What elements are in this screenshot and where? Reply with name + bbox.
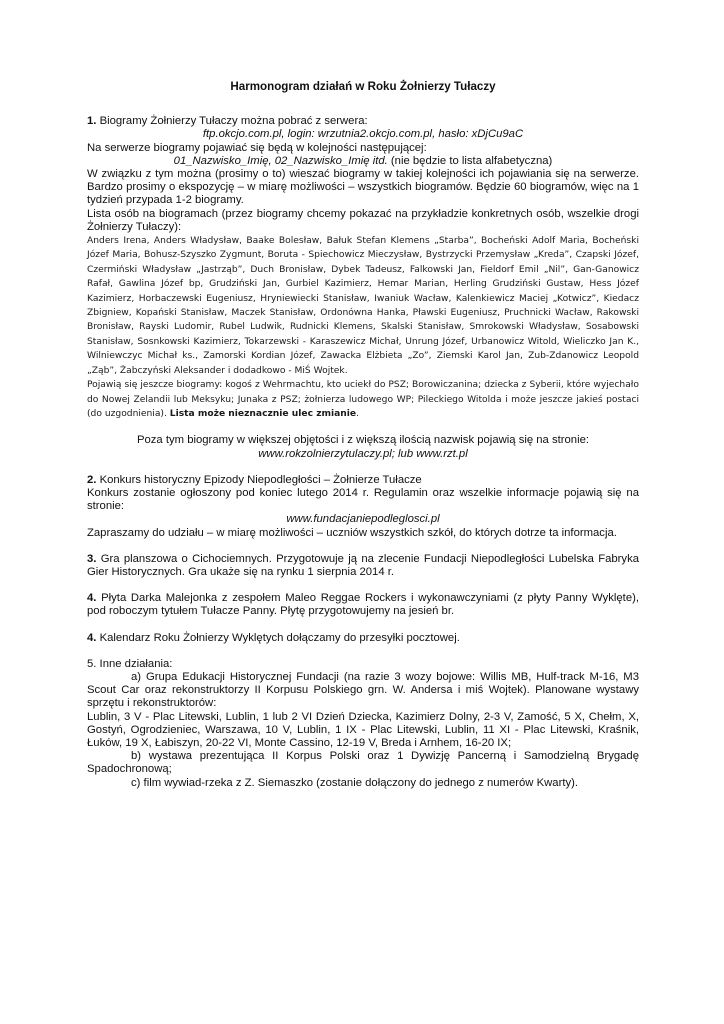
order-intro: Na serwerze biogramy pojawiać się będą w kolejności następującej: bbox=[87, 141, 427, 154]
section-2-invite: Zapraszamy do udziału – w miarę możliwości – uczniów wszystkich szkół, do których dotrze ta informacja. bbox=[87, 526, 617, 539]
section-2-title: 2. Konkurs historyczny Epizody Niepodległości – Żołnierze Tułacze bbox=[87, 473, 422, 486]
section-1-number: 1. bbox=[87, 115, 97, 128]
section-5-a: a) Grupa Edukacji Historycznej Fundacji (na razie 3 wozy bojowe: Willis MB, Hulf-track M-16, M3 Scout Car oraz rekonstruktorzy II Korpusu Polskiego grn. W. Andersa i miś Wojtek). Planowane wystawy sprzętu i rekonstruktorów: bbox=[87, 670, 639, 710]
section-3: 3. Gra planszowa o Cichociemnych. Przygotowuje ją na zlecenie Fundacji Niepodległości Lubelska Fabryka Gier Historycznych. Gra ukaże się na rynku 1 sierpnia 2014 r. bbox=[87, 552, 639, 578]
section-1-intro: 1. Biogramy Żołnierzy Tułaczy można pobrać z serwera: bbox=[87, 115, 368, 128]
section-5-a-places: Lublin, 3 V - Plac Litewski, Lublin, 1 lub 2 VI Dzień Dziecka, Kazimierz Dolny, 2-3 V, Zamość, 5 X, Chełm, X, Gostyń, Ogrodzieniec, Warszawa, 10 V, Lublin, 1 IX - Plac Litewski, Lublin, 11 XI - Plac Litewski, Kraśnik, Łuków, 19 X, Łabiszyn, 20-22 VI, Monte Cassino, 12-19 V, Breda i Arnhem, 16-20 IX; bbox=[87, 710, 639, 749]
section-4-number: 4. bbox=[87, 592, 97, 605]
web-link[interactable]: www.rokzolnierzytulaczy.pl; lub www.rzt.pl bbox=[258, 447, 468, 460]
server-credentials: ftp.okcjo.com.pl, login: wrzutnia2.okcjo.com.pl, hasło: xDjCu9aC bbox=[202, 128, 524, 141]
section-5-heading: 5. Inne działania: bbox=[87, 657, 173, 670]
order-pattern-line bbox=[87, 155, 639, 168]
section-5-b: b) wystawa prezentująca II Korpus Polski oraz 1 Dywizję Pancerną i Samodzielną Brygadę Spadochronową; bbox=[87, 750, 639, 776]
extra-biograms: Pojawią się jeszcze biogramy: kogoś z Wehrmachtu, kto uciekł do PSZ; Borowiczanina; dziecka z Syberii, które wyjechało do Nowej Zelandii lub Meksyku; Junaka z PSZ; żołnierza ludowego WP; Pileckiego Witolda i może jeszcze jakieś postaci (do uzgodnienia). Lista może nieznacznie ulec zmianie. bbox=[87, 380, 639, 419]
fundacja-link[interactable]: www.fundacjaniepodleglosci.pl bbox=[286, 513, 440, 526]
names-list: Anders Irena, Anders Władysław, Baake Bolesław, Bałuk Stefan Klemens „Starba”, Bocheński Adolf Maria, Bocheński Józef Maria, Bohusz-Szyszko Zygmunt, Boruta - Spiechowicz Mieczysław, Bystrzycki Przemysław „Kreda”, Czapski Józef, Czermiński Władysław „Jastrząb”, Duch Bronisław, Dybek Tadeusz, Falkowski Jan, Fieldorf Emil „Nil”, Gan-Ganowicz Rafał, Gawlina Józef bp, Grudziński Jan, Gurbiel Kazimierz, Hemar Marian, Herling Grudziński Gustaw, Hess Józef Kazimierz, Horbaczewski Eugeniusz, Hryniewiecki Stanisław, Iwaniuk Wacław, Kalenkiewicz Maciej „Kotwicz”, Kiedacz Zbigniew, Kopański Stanisław, Maczek Stanisław, Ordonówna Hanka, Pławski Eugeniusz, Pruchnicki Wacław, Rakowski Bronisław, Rayski Ludomir, Rubel Ludwik, Rudnicki Klemens, Skalski Stanisław, Smrokowski Władysław, Sosabowski Stanisław, Sosnkowski Kazimierz, Tokarzewski - Karaszewicz Michał, Unrung Józef, Urbanowicz Witold, Wieliczko Jan K., Wilniewczyc Michał ks., Zamorski Kordian Józef, Zawacka Elżbieta „Zo”, Ziemski Karol Jan, Zub-Zdanowicz Leopold „Ząb”, Żabczyński Aleksander i dodadkowo - MiŚ Wojtek. bbox=[87, 236, 639, 376]
section-2-number: 2. bbox=[87, 473, 97, 486]
order-pattern: 01_Nazwisko_Imię, 02_Nazwisko_Imię itd. bbox=[173, 154, 388, 167]
document-page bbox=[87, 80, 639, 790]
web-intro: Poza tym biogramy w większej objętości i z większą ilością nazwisk pojawią się na stronie: bbox=[136, 434, 590, 447]
section-4-album: 4. Płyta Darka Malejonka z zespołem Maleo Reggae Rockers i wykonawczyniami (z płyty Panny Wyklęte), pod roboczym tytułem Tułacze Panny. Płytę przygotowujemy na jesień br. bbox=[87, 592, 640, 618]
section-3-number: 3. bbox=[87, 552, 97, 565]
section-4-calendar: 4. Kalendarz Roku Żołnierzy Wyklętych dołączamy do przesyłki pocztowej. bbox=[87, 631, 460, 644]
order-note: (nie będzie to lista alfabetyczna) bbox=[387, 154, 553, 167]
section-1-paragraph: W związku z tym można (prosimy o to) wieszać biogramy w takiej kolejności ich pojawiania się na serwerze. Bardzo prosimy o ekspozycję – w miarę możliwości – wszystkich biogramów. Będzie 60 biogramów, więc na 1 tydzień przypada 1-2 biogramy. bbox=[87, 168, 639, 207]
section-5-c: c) film wywiad-rzeka z Z. Siemaszko (zostanie dołączony do jednego z numerów Kwarty). bbox=[131, 776, 579, 789]
names-list-intro: Lista osób na biogramach (przez biogramy chcemy pokazać na przykładzie konkretnych osób, wszelkie drogi Żołnierzy Tułaczy): bbox=[87, 207, 639, 233]
document-title: Harmonogram działań w Roku Żołnierzy Tułaczy bbox=[230, 80, 496, 93]
list-change-note: Lista może nieznacznie ulec zmianie bbox=[169, 408, 357, 419]
section-4b-number: 4. bbox=[87, 631, 97, 644]
section-2-text: Konkurs zostanie ogłoszony pod koniec lutego 2014 r. Regulamin oraz wszelkie informacje pojawią się na stronie: bbox=[87, 486, 639, 513]
